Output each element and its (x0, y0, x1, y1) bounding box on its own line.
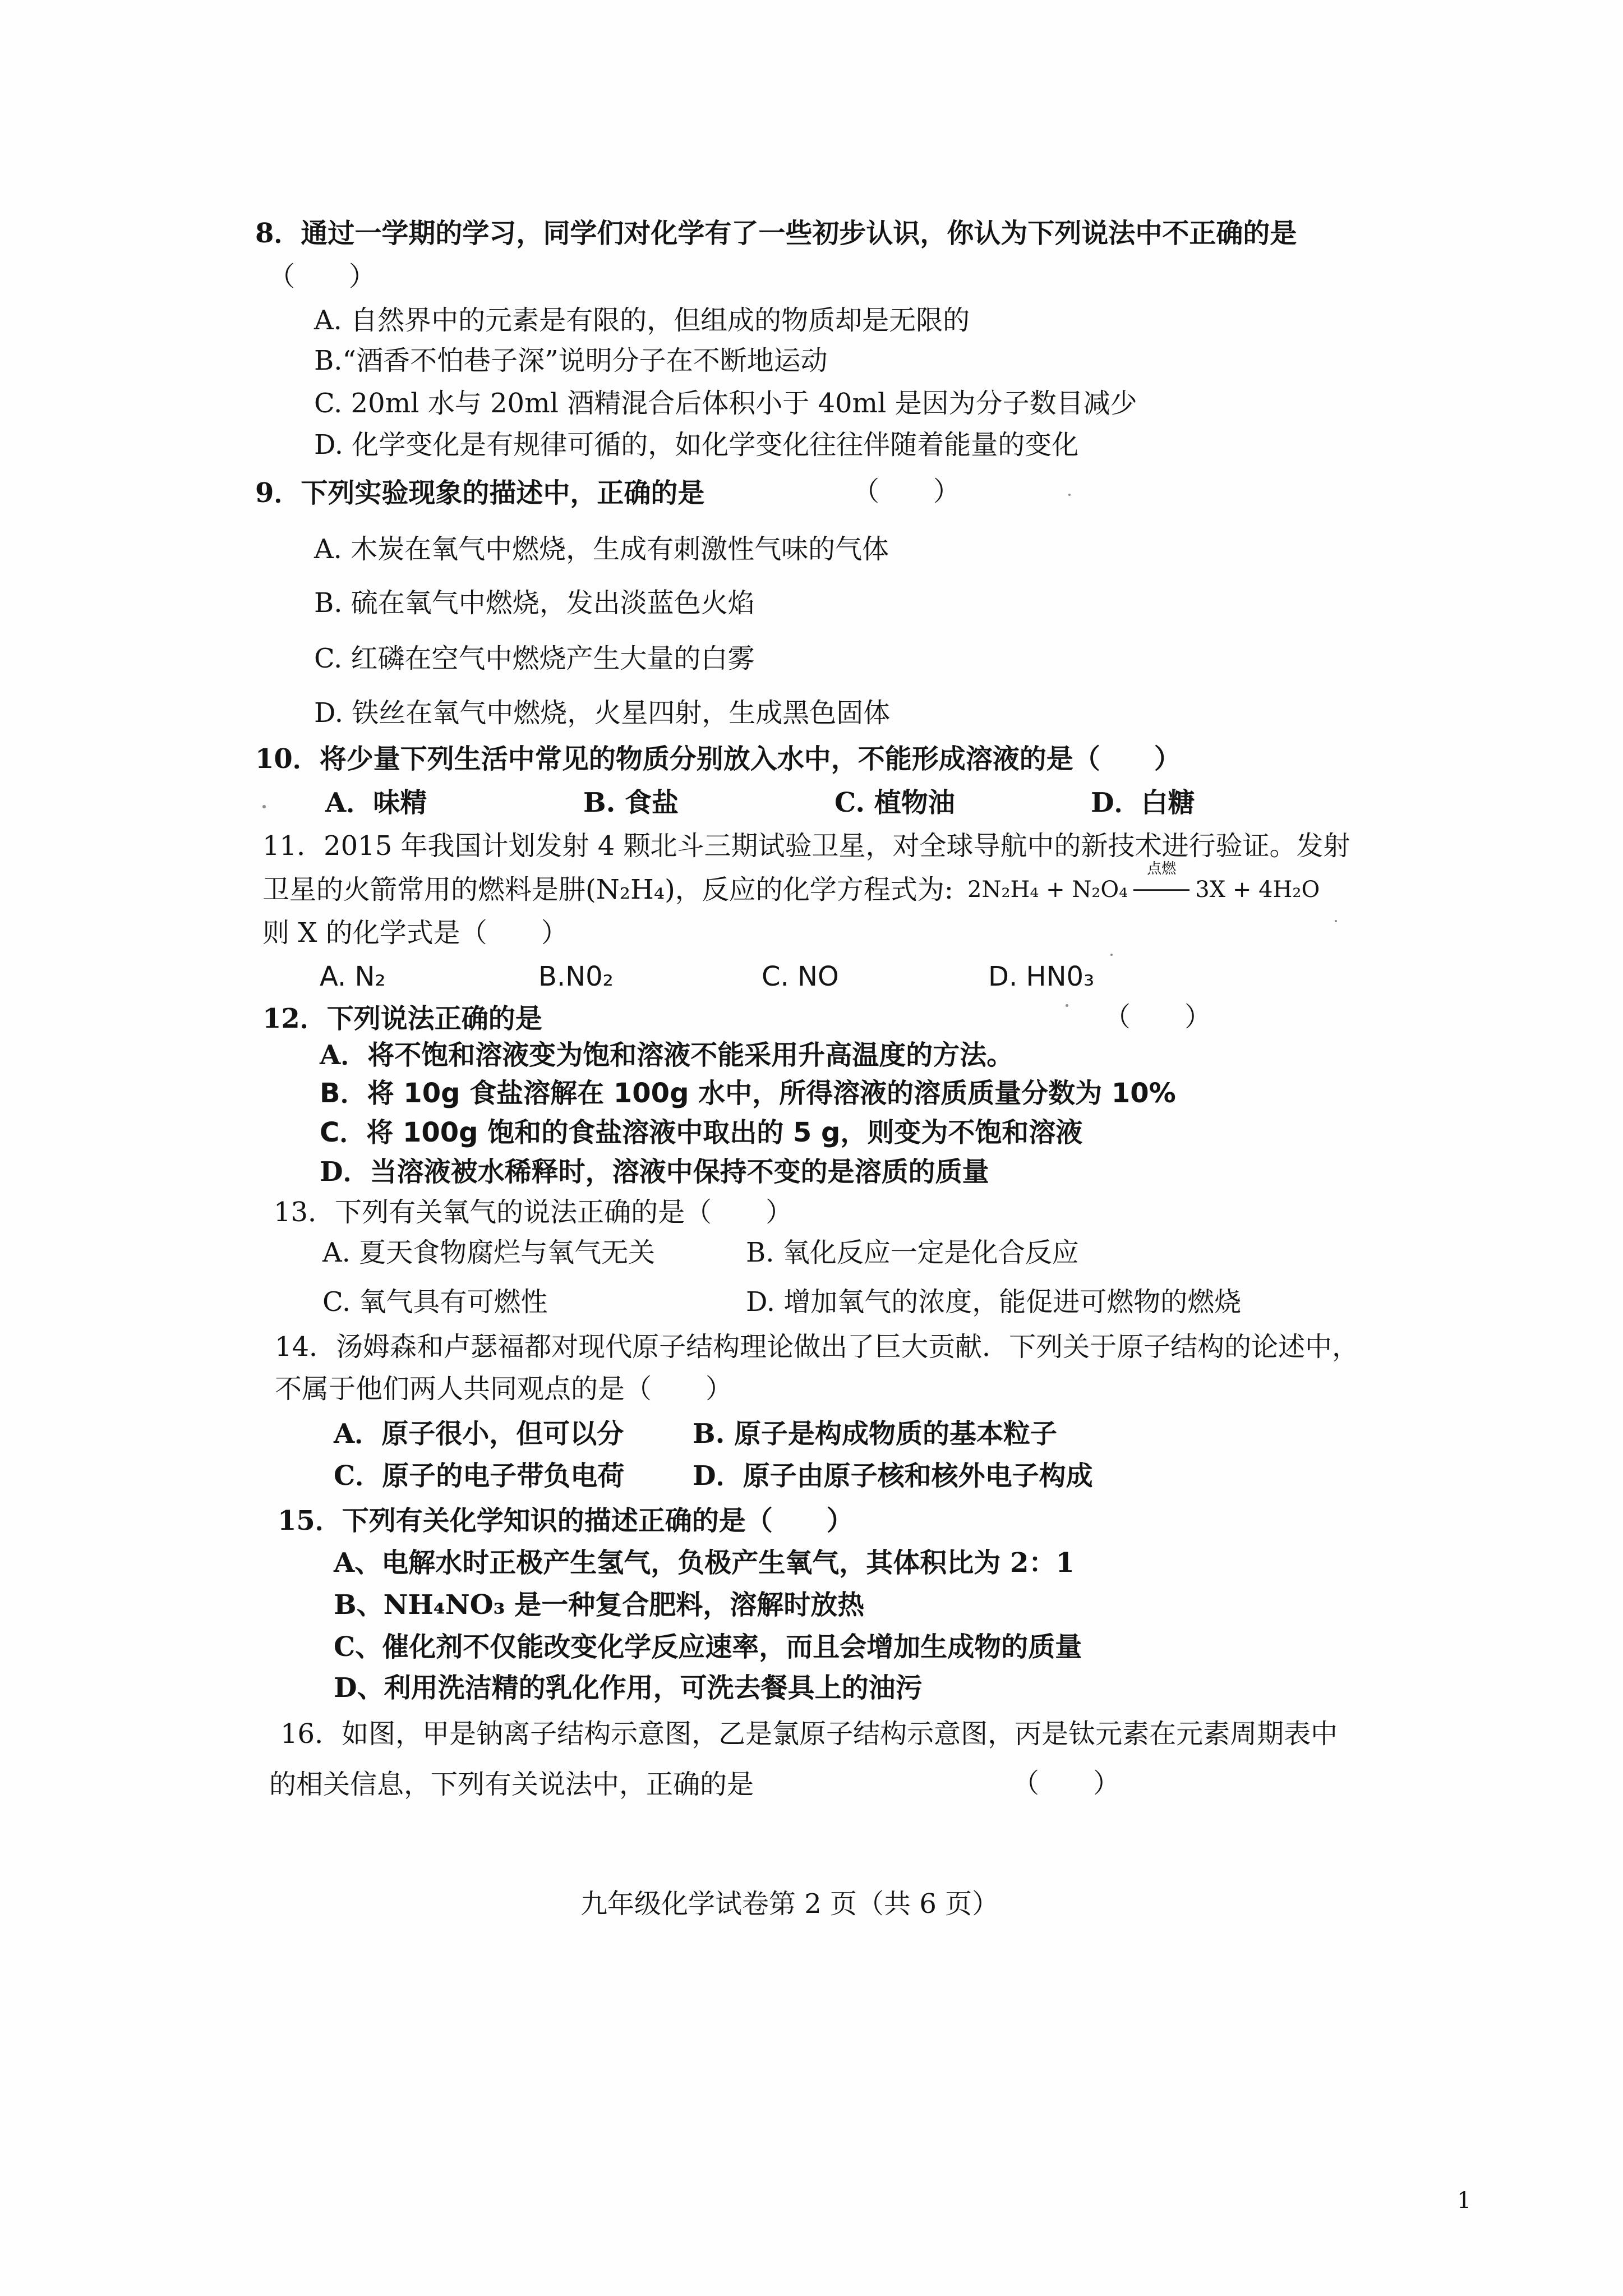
q14-option-c: C．原子的电子带负电荷 (334, 1460, 625, 1492)
q13-option-d: D. 增加氧气的浓度，能促进可燃物的燃烧 (746, 1286, 1242, 1318)
q12-answer-paren: （ ） (1104, 1001, 1212, 1033)
q14-line1: 14．汤姆森和卢瑟福都对现代原子结构理论做出了巨大贡献．下列关于原子结构的论述中， (275, 1331, 1359, 1363)
q14-line2: 不属于他们两人共同观点的是（ ） (275, 1373, 733, 1405)
equation-products: 3X + 4H₂O (1195, 877, 1320, 903)
q14-option-b: B. 原子是构成物质的基本粒子 (693, 1418, 1057, 1450)
reaction-arrow (1128, 861, 1195, 905)
q12-option-d: D．当溶液被水稀释时，溶液中保持不变的是溶质的质量 (320, 1156, 989, 1188)
q8-stem: 8．通过一学期的学习，同学们对化学有了一些初步认识，你认为下列说法中不正确的是 (255, 218, 1297, 249)
q8-option-b: B.“酒香不怕巷子深”说明分子在不断地运动 (314, 345, 828, 376)
q11-option-a: A. N₂ (320, 961, 386, 992)
q13-option-b: B. 氧化反应一定是化合反应 (746, 1237, 1079, 1268)
q11-option-b: B.N0₂ (538, 961, 614, 992)
q8-option-c: C. 20ml 水与 20ml 酒精混合后体积小于 40ml 是因为分子数目减少 (314, 388, 1137, 419)
q10-option-d: D．白糖 (1091, 787, 1195, 818)
q8-option-a: A. 自然界中的元素是有限的，但组成的物质却是无限的 (314, 305, 970, 336)
q10-stem: 10．将少量下列生活中常见的物质分别放入水中，不能形成溶液的是（ ） (255, 743, 1181, 775)
equation-reactants: 2N₂H₄ + N₂O₄ (967, 877, 1128, 903)
q9-option-c: C. 红磷在空气中燃烧产生大量的白雾 (314, 643, 755, 674)
scan-speck (1335, 920, 1337, 922)
scan-speck (1110, 954, 1113, 956)
q12-stem: 12．下列说法正确的是 (262, 1003, 542, 1034)
page-number: 1 (1457, 2188, 1472, 2214)
page-footer: 九年级化学试卷第 2 页（共 6 页） (580, 1888, 999, 1920)
q8-answer-paren: （ ） (268, 261, 376, 292)
q14-option-d: D．原子由原子核和核外电子构成 (693, 1460, 1093, 1492)
q13-option-c: C. 氧气具有可燃性 (322, 1286, 548, 1318)
q9-option-b: B. 硫在氧气中燃烧，发出淡蓝色火焰 (314, 587, 755, 619)
q8-option-d: D. 化学变化是有规律可循的，如化学变化往往伴随着能量的变化 (314, 429, 1079, 461)
q15-option-c: C、催化剂不仅能改变化学反应速率，而且会增加生成物的质量 (334, 1631, 1082, 1663)
q15-stem: 15．下列有关化学知识的描述正确的是（ ） (278, 1505, 854, 1536)
q10-option-a: A．味精 (325, 787, 427, 818)
q16-answer-paren: （ ） (1012, 1768, 1121, 1799)
q11-equation (967, 861, 1320, 907)
q13-option-a: A. 夏天食物腐烂与氧气无关 (322, 1237, 656, 1268)
scan-speck (1066, 1004, 1068, 1007)
q9-answer-paren: （ ） (852, 476, 961, 507)
q11-line3: 则 X 的化学式是（ ） (262, 917, 568, 949)
q11-option-d: D. HN0₃ (988, 961, 1095, 992)
q12-option-a: A．将不饱和溶液变为饱和溶液不能采用升高温度的方法。 (320, 1039, 1014, 1071)
q9-stem: 9．下列实验现象的描述中，正确的是 (255, 477, 705, 509)
q9-option-a: A. 木炭在氧气中燃烧，生成有刺激性气味的气体 (314, 533, 889, 565)
equals-sign (1133, 889, 1189, 891)
q11-line1: 11．2015 年我国计划发射 4 颗北斗三期试验卫星，对全球导航中的新技术进行验证。发射 (262, 830, 1350, 862)
q9-option-d: D. 铁丝在氧气中燃烧，火星四射，生成黑色固体 (314, 697, 891, 729)
q15-option-d: D、利用洗洁精的乳化作用，可洗去餐具上的油污 (334, 1672, 923, 1704)
reaction-condition: 点燃 (1147, 861, 1177, 877)
q15-option-b: B、NH₄NO₃ 是一种复合肥料，溶解时放热 (334, 1589, 865, 1621)
q10-option-c: C. 植物油 (834, 787, 955, 818)
q11-line2: 卫星的火箭常用的燃料是肼(N₂H₄)，反应的化学方程式为: (262, 874, 953, 905)
q16-line2: 的相关信息，下列有关说法中，正确的是 (269, 1769, 754, 1800)
q10-option-b: B. 食盐 (583, 787, 679, 818)
q12-option-c: C．将 100g 饱和的食盐溶液中取出的 5 g，则变为不饱和溶液 (320, 1117, 1083, 1148)
q13-stem: 13．下列有关氧气的说法正确的是（ ） (274, 1197, 793, 1228)
q15-option-a: A、电解水时正极产生氢气，负极产生氧气，其体积比为 2：1 (334, 1547, 1075, 1579)
q16-line1: 16．如图，甲是钠离子结构示意图，乙是氯原子结构示意图，丙是钛元素在元素周期表中 (280, 1718, 1338, 1750)
q12-option-b: B．将 10g 食盐溶解在 100g 水中，所得溶液的溶质质量分数为 10% (320, 1078, 1176, 1109)
q11-option-c: C. NO (762, 961, 839, 992)
scan-speck (262, 805, 266, 808)
scan-speck (1068, 494, 1071, 496)
q14-option-a: A．原子很小，但可以分 (334, 1418, 624, 1450)
